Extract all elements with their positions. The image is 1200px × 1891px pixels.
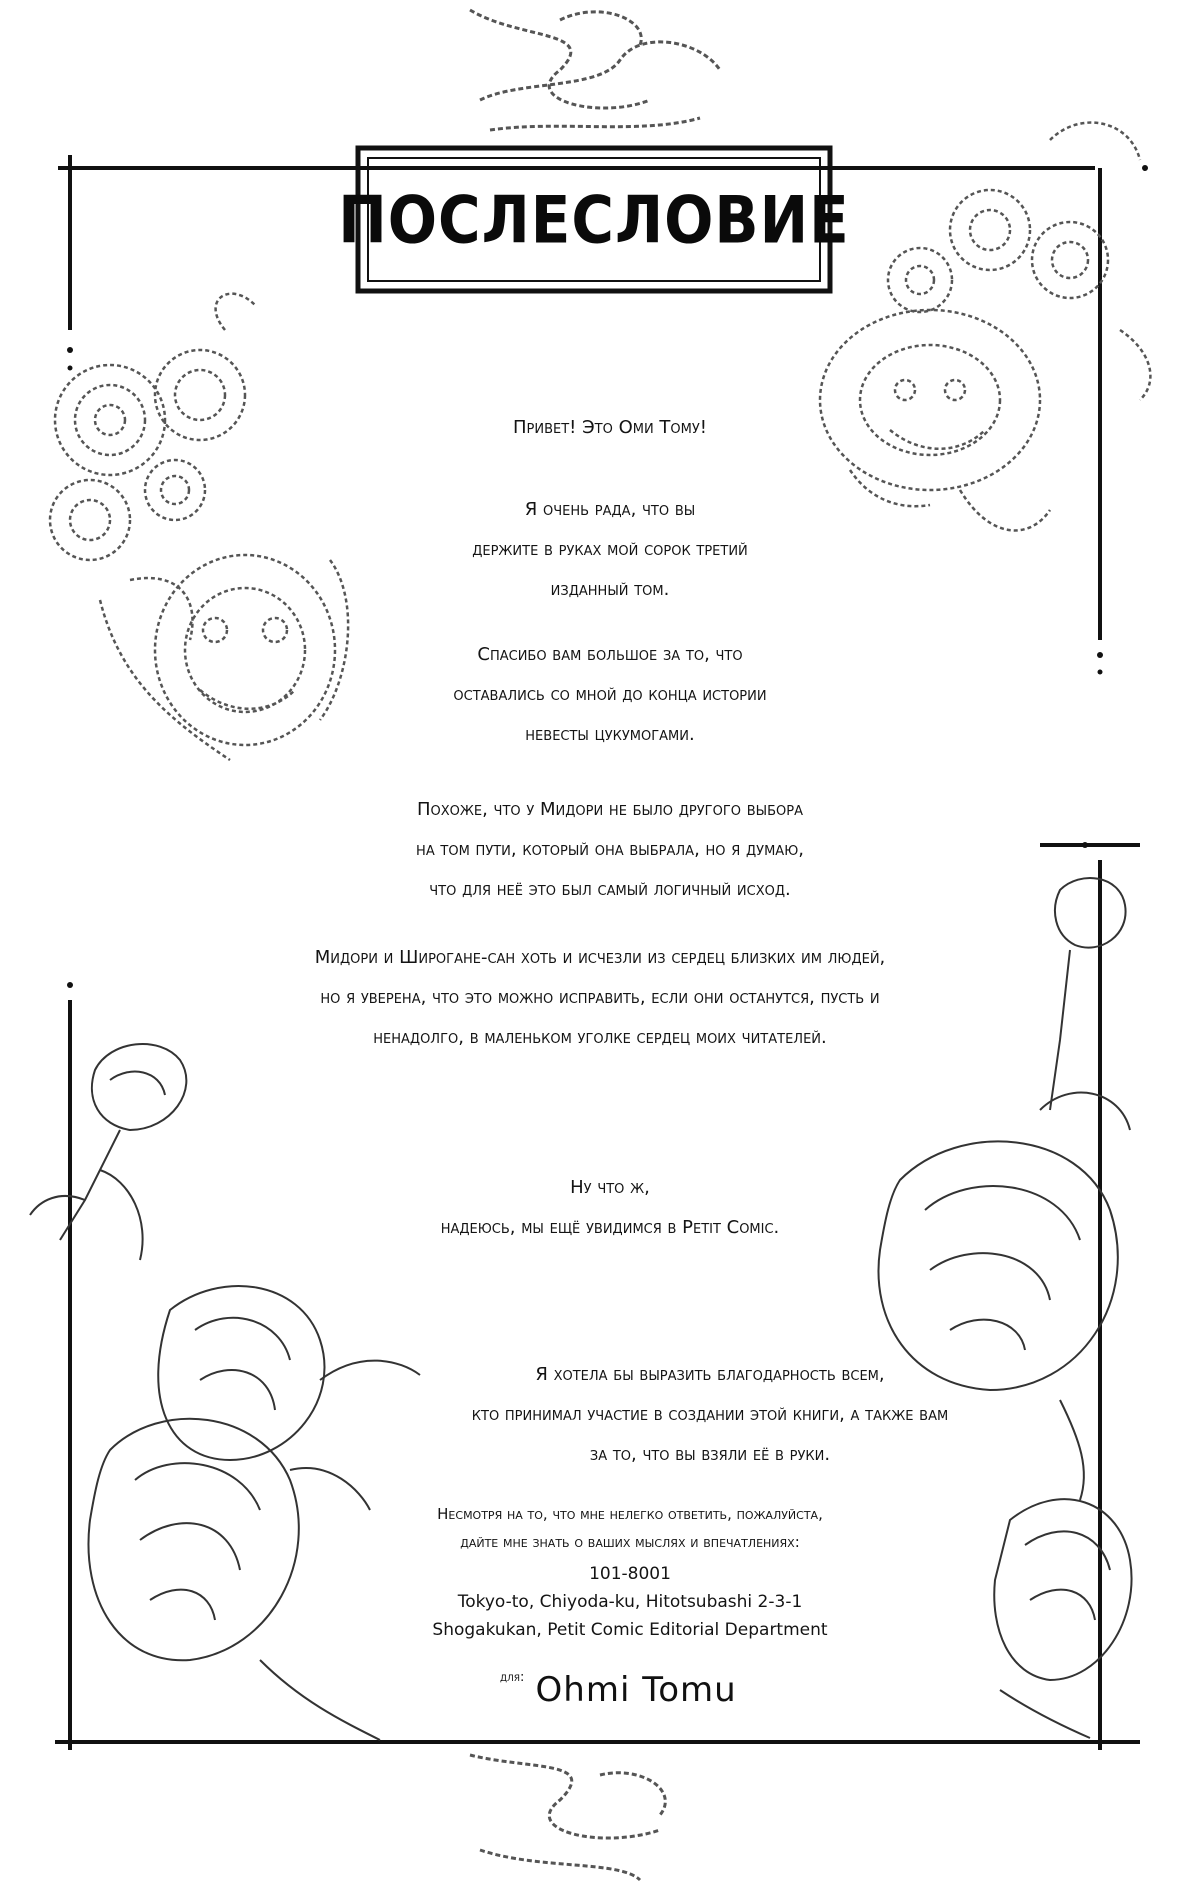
text-line: Привет! Это Оми Тому! <box>513 417 707 438</box>
address-line: Shogakukan, Petit Comic Editorial Department <box>432 1620 828 1640</box>
text-line: Несмотря на то, что мне нелегко ответить, пожалуйста, <box>437 1505 823 1523</box>
text-line: на том пути, который она выбрала, но я думаю, <box>416 839 804 860</box>
text-line: невесты цукумогами. <box>525 724 695 745</box>
text-line: дайте мне знать о ваших мыслях и впечатлениях: <box>460 1533 800 1551</box>
paragraph-greeting <box>260 408 960 448</box>
title-box <box>338 148 850 291</box>
bottom-smoke-swirl-icon <box>470 1755 665 1880</box>
address-line: 101-8001 <box>589 1564 671 1584</box>
text-line: Я хотела бы выразить благодарность всем, <box>535 1364 885 1385</box>
text-line: но я уверена, что это можно исправить, если они останутся, пусть и <box>320 987 880 1008</box>
text-line: ненадолго, в маленьком уголке сердец моих читателей. <box>373 1027 827 1048</box>
text-line: за то, что вы взяли её в руки. <box>589 1444 831 1465</box>
text-line: изданный том. <box>550 579 670 600</box>
text-line: держите в руках мой сорок третий <box>472 539 748 560</box>
mailing-address <box>330 1560 930 1644</box>
address-line: Tokyo-to, Chiyoda-ku, Hitotsubashi 2-3-1 <box>457 1592 803 1612</box>
paragraph-gratitude <box>400 1355 1020 1475</box>
paragraph-thanks-volume <box>260 490 960 610</box>
paragraph-see-you <box>260 1168 960 1248</box>
paragraph-readers-hearts <box>200 938 1000 1058</box>
feedback-request <box>350 1500 910 1556</box>
text-line: кто принимал участие в создании этой книги, а также вам <box>471 1404 949 1425</box>
signature-prefix: для: <box>500 1670 525 1685</box>
text-line: Похоже, что у Мидори не было другого выбора <box>416 799 803 820</box>
text-line: оставались со мной до конца истории <box>453 684 767 705</box>
page-title: ПОСЛЕСЛОВИЕ <box>338 181 850 258</box>
text-line: что для неё это был самый логичный исход. <box>429 879 791 900</box>
text-line: Ну что ж, <box>570 1177 650 1198</box>
paragraph-midori-choice <box>260 790 960 910</box>
text-line: Я очень рада, что вы <box>524 499 696 520</box>
signature <box>500 1670 900 1710</box>
text-line: Спасибо вам большое за то, что <box>477 644 743 665</box>
text-line: Мидори и Широгане-сан хоть и исчезли из сердец близких им людей, <box>314 947 886 968</box>
author-name: Ohmi Tomu <box>535 1670 737 1710</box>
paragraph-thanks-story <box>260 635 960 755</box>
top-smoke-swirl-icon <box>470 10 720 130</box>
text-line: надеюсь, мы ещё увидимся в Petit Comic. <box>440 1217 780 1238</box>
